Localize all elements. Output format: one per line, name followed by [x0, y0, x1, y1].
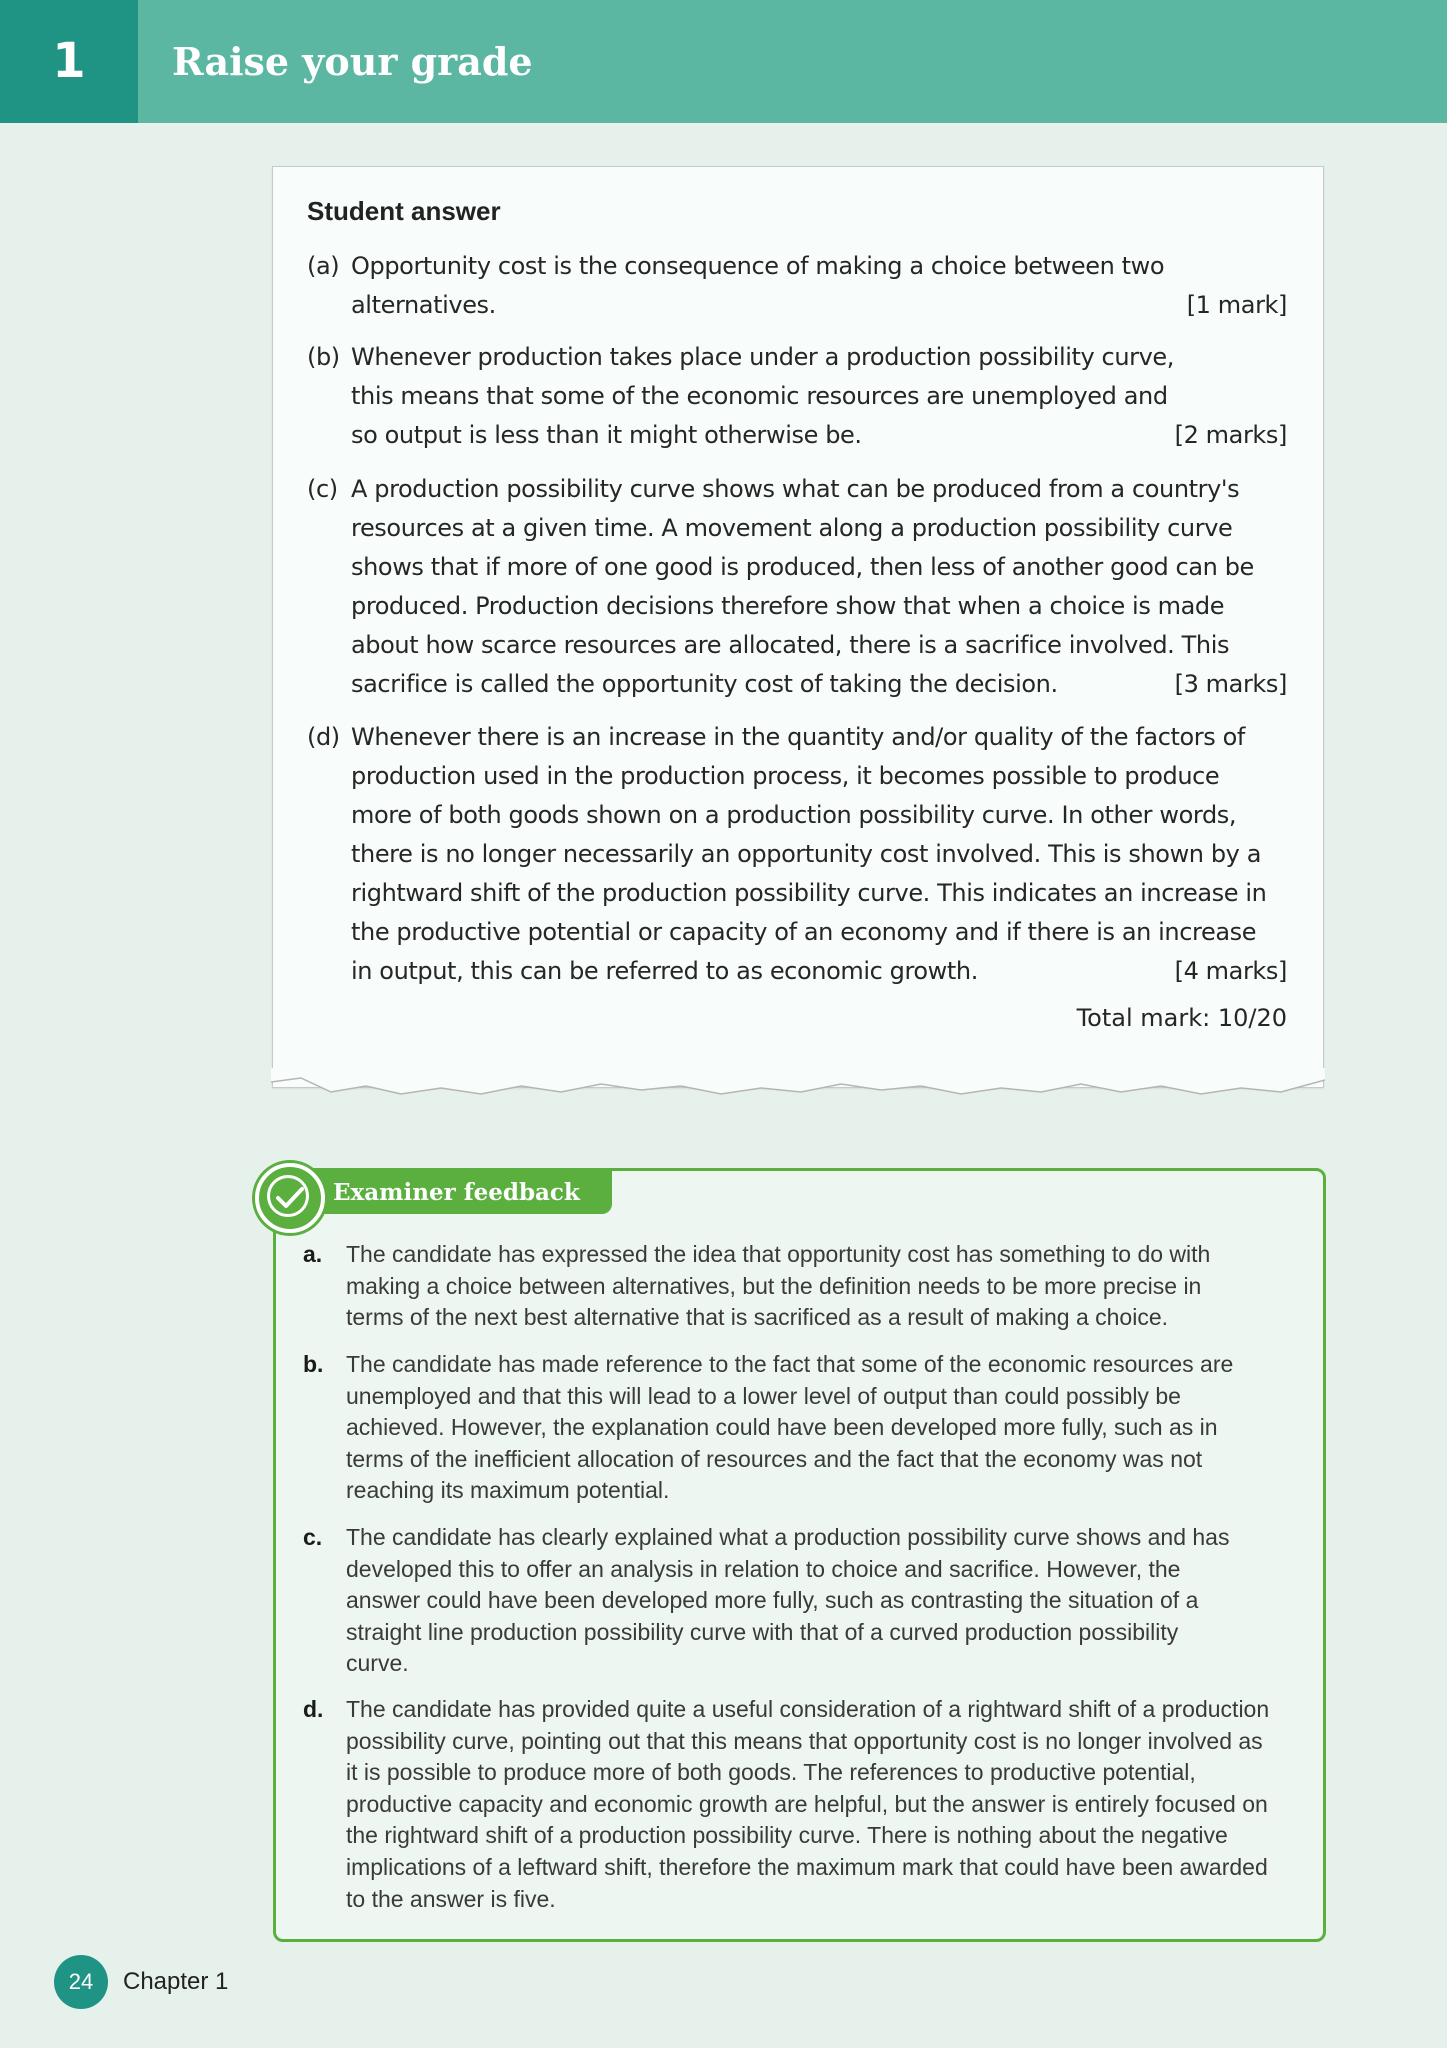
feedback-text: The candidate has made reference to the fact that some of the economic resources are unemployed and that this will lead to a lower level of output than could possibly be achieved. However, the explanation could have been developed more fully, such as in terms of the inefficient allocation of resources and the fact that the economy was not reaching its maximum potential.	[346, 1351, 1234, 1504]
checkmark-badge	[255, 1163, 325, 1233]
section-title: Raise your grade	[172, 39, 533, 84]
footer-chapter: Chapter 1	[123, 1968, 229, 1995]
answer-marks: [1 mark]	[1186, 291, 1287, 319]
answer-text: Opportunity cost is the consequence of making a choice between two alternatives.	[351, 252, 1165, 319]
feedback-text: The candidate has expressed the idea that opportunity cost has something to do with making a choice between alternatives, but the definition needs to be more precise in terms of the next best alternative that is sacrificed as a result of making a choice.	[346, 1241, 1211, 1331]
answer-b	[307, 338, 1287, 455]
feedback-item-a	[303, 1239, 1273, 1334]
feedback-label: d.	[303, 1696, 324, 1722]
feedback-label: a.	[303, 1241, 323, 1267]
student-answer-heading: Student answer	[307, 196, 501, 226]
feedback-text: The candidate has clearly explained what a production possibility curve shows and has developed this to offer an analysis in relation to choice and sacrifice. However, the answer could have been developed more fully, such as contrasting the situation of a straight line production possibility curve with that of a curved production possibility curve.	[346, 1524, 1230, 1677]
total-mark: Total mark: 10/20	[1076, 1004, 1287, 1032]
answer-text: Whenever production takes place under a production possibility curve, this means that some of the economic resources are unemployed and so output is less than it might otherwise be.	[351, 343, 1175, 449]
torn-paper-edge	[271, 1068, 1325, 1108]
answer-text: A production possibility curve shows what can be produced from a country's resources at a given time. A movement along a production possibility curve shows that if more of one good is produced, then less of another good can be produced. Production decisions therefore show that when a choice is made about how scarce resources are allocated, there is a sacrifice involved. This sacrifice is called the opportunity cost of taking the decision.	[351, 475, 1254, 698]
answer-marks: [3 marks]	[1174, 670, 1287, 698]
page-number: 24	[54, 1955, 108, 2009]
answer-label: (b)	[307, 343, 340, 371]
answer-d	[307, 718, 1287, 991]
answer-label: (c)	[307, 475, 338, 503]
answer-label: (a)	[307, 252, 340, 280]
answer-text: Whenever there is an increase in the quantity and/or quality of the factors of production used in the production process, it becomes possible to produce more of both goods shown on a production possibility curve. In other words, there is no longer necessarily an opportunity cost involved. This is shown by a rightward shift of the production possibility curve. This indicates an increase in the productive potential or capacity of an economy and if there is an increase in output, this can be referred to as economic growth.	[351, 723, 1267, 985]
answer-a	[307, 247, 1287, 325]
answer-label: (d)	[307, 723, 340, 751]
chapter-number: 1	[0, 0, 138, 123]
feedback-label: b.	[303, 1351, 324, 1377]
feedback-item-b	[303, 1349, 1273, 1507]
examiner-feedback-title: Examiner feedback	[333, 1179, 580, 1206]
feedback-text: The candidate has provided quite a useful consideration of a rightward shift of a production possibility curve, pointing out that this means that opportunity cost is no longer involved as it is possible to produce more of both goods. The references to productive potential, productive capacity and economic growth are helpful, but the answer is entirely focused on the rightward shift of a production possibility curve. There is nothing about the negative implications of a leftward shift, therefore the maximum mark that could have been awarded to the answer is five.	[346, 1696, 1270, 1912]
answer-marks: [2 marks]	[1174, 421, 1287, 449]
feedback-label: c.	[303, 1524, 323, 1550]
check-icon	[275, 1185, 305, 1211]
feedback-item-d	[303, 1694, 1273, 1915]
feedback-item-c	[303, 1522, 1273, 1680]
answer-marks: [4 marks]	[1174, 957, 1287, 985]
answer-c	[307, 470, 1287, 704]
